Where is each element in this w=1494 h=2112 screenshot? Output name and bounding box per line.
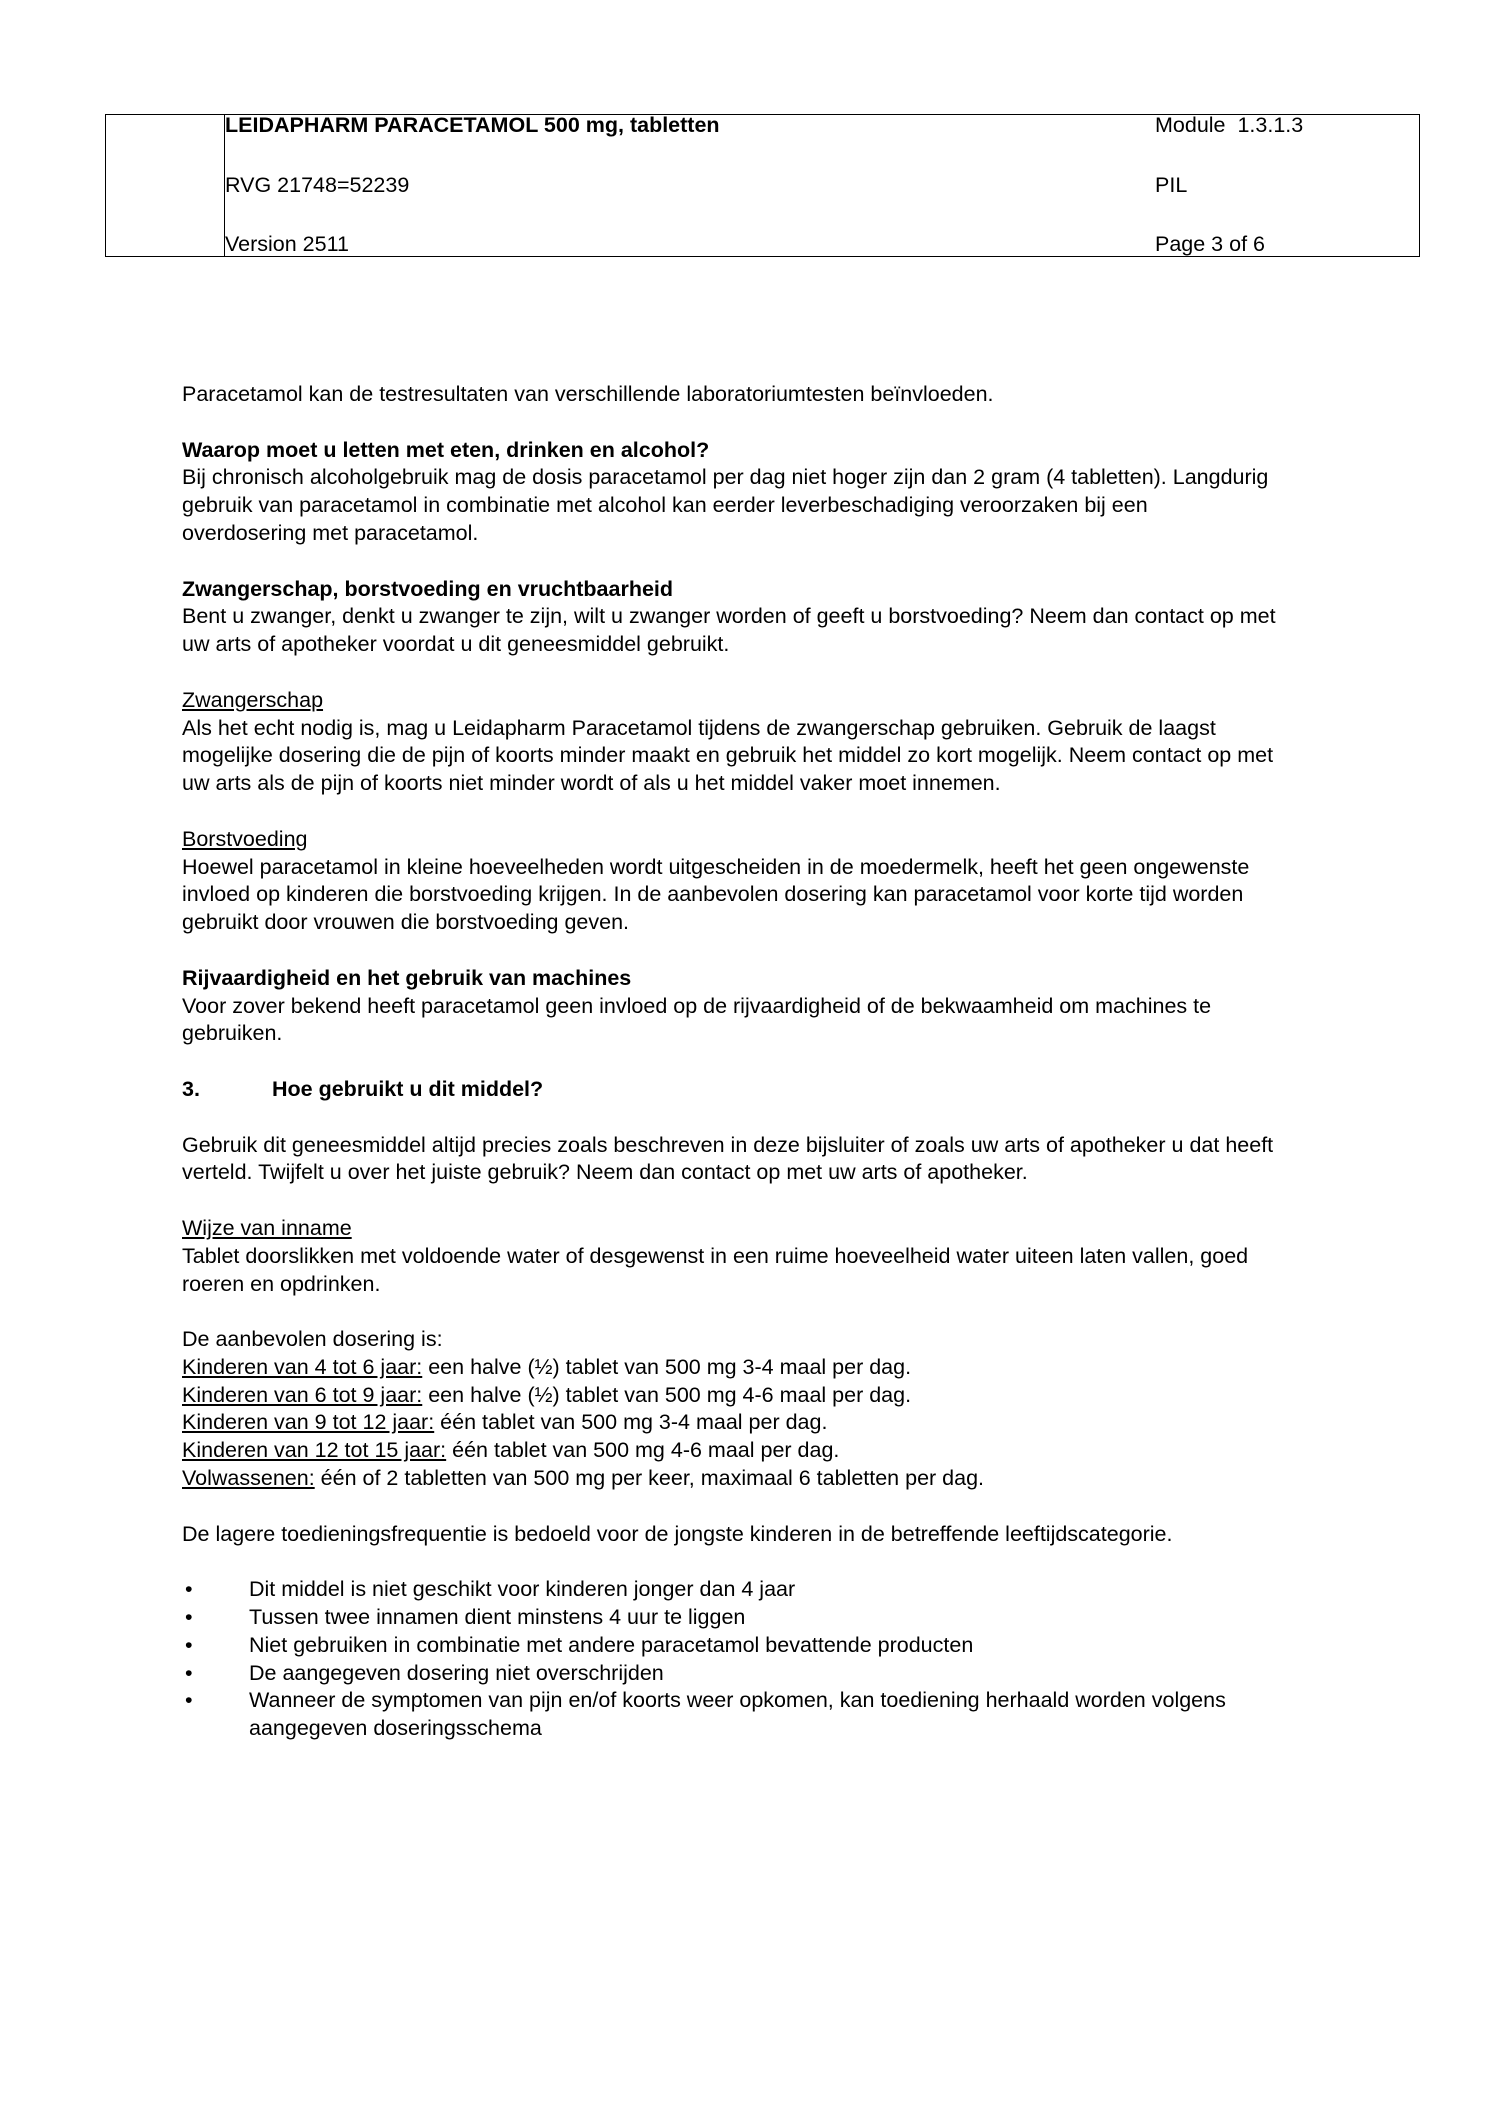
dose-line-children-12-15: [182, 1437, 1276, 1465]
header-row-product: [225, 115, 1419, 137]
heading-food-alcohol: Waarop moet u letten met eten, drinken en alcohol?: [182, 437, 710, 462]
spacer: [182, 409, 1276, 437]
document-header-table: [105, 114, 1420, 257]
dose-value: één of 2 tabletten van 500 mg per keer, maximaal 6 tabletten per dag.: [314, 1466, 985, 1491]
dose-label: Kinderen van 9 tot 12 jaar:: [182, 1410, 435, 1435]
list-item-label: Niet gebruiken in combinatie met andere paracetamol bevattende producten: [249, 1632, 974, 1657]
spacer: [182, 1493, 1276, 1521]
section-3-heading: [182, 1076, 1276, 1104]
document-type: PIL: [1155, 172, 1188, 197]
usage-bullet-list: [182, 1576, 1276, 1743]
bullet-marker-icon: •: [185, 1688, 193, 1713]
dose-value: één tablet van 500 mg 4-6 maal per dag.: [446, 1438, 840, 1463]
bullet-marker-icon: •: [185, 1605, 193, 1630]
dose-label: Kinderen van 4 tot 6 jaar:: [182, 1354, 423, 1379]
list-item: [182, 1632, 1276, 1660]
bullet-marker-icon: •: [185, 1632, 193, 1657]
intro-paragraph: Paracetamol kan de testresultaten van verschillende laboratoriumtesten beïnvloeden.: [182, 382, 994, 406]
bullet-marker-icon: •: [185, 1660, 193, 1685]
heading-pregnancy-breastfeeding: Zwangerschap, borstvoeding en vruchtbaarheid: [182, 576, 674, 601]
module-number: Module 1.3.1.3: [1155, 113, 1304, 137]
header-blank-cell: [106, 115, 225, 257]
paragraph-food-alcohol: Bij chronisch alcoholgebruik mag de dosis paracetamol per dag niet hoger zijn dan 2 gram (4 tabletten). Langdurig gebruik van paracetamol in combinatie met alcohol kan eerder leverbeschadiging veroorzaken bij een overdosering met paracetamol.: [182, 465, 1269, 545]
spacer: [182, 1104, 1276, 1132]
paragraph-driving-machines: Voor zover bekend heeft paracetamol geen invloed op de rijvaardigheid of de bekwaamheid om machines te gebruiken.: [182, 993, 1212, 1046]
paragraph-intake-method: Tablet doorslikken met voldoende water of desgewenst in een ruime hoeveelheid water uiteen laten vallen, goed roeren en opdrinken.: [182, 1243, 1249, 1296]
section-3-title: Hoe gebruikt u dit middel?: [272, 1076, 544, 1101]
version-label: Version 2511: [225, 232, 349, 256]
paragraph-pregnancy: Als het echt nodig is, mag u Leidapharm Paracetamol tijdens de zwangerschap gebruiken. Gebruik de laagst mogelijke dosering die de pijn of koorts minder maakt en gebruik het middel zo kort mogelijk. Neem contact op met uw arts als de pijn of koorts niet minder wordt of als u het middel vaker moet innemen.: [182, 715, 1274, 796]
product-title: LEIDAPHARM PARACETAMOL 500 mg, tabletten: [225, 113, 720, 137]
section-3-number: 3.: [182, 1076, 200, 1101]
spacer: [182, 1298, 1276, 1326]
subheading-breastfeeding: Borstvoeding: [182, 826, 308, 851]
paragraph-breastfeeding: Hoewel paracetamol in kleine hoeveelheden wordt uitgescheiden in de moedermelk, heeft het geen ongewenste invloed op kinderen die borstvoeding krijgen. In de aanbevolen dosering kan paracetamol voor korte tijd worden gebruikt door vrouwen die borstvoeding geven.: [182, 854, 1250, 935]
paragraph-pregnancy-breastfeeding: Bent u zwanger, denkt u zwanger te zijn, wilt u zwanger worden of geeft u borstvoeding? Neem dan contact op met uw arts of apotheker voordat u dit geneesmiddel gebruikt.: [182, 604, 1276, 657]
bullet-marker-icon: •: [185, 1577, 193, 1602]
header-row-rvg: [225, 172, 1419, 197]
list-item: [182, 1687, 1276, 1743]
paragraph-section3-intro: Gebruik dit geneesmiddel altijd precies zoals beschreven in deze bijsluiter of zoals uw arts of apotheker u dat heeft verteld. Twijfelt u over het juiste gebruik? Neem dan contact op met uw arts of apotheker.: [182, 1132, 1274, 1185]
header-table-row: [106, 115, 1420, 257]
rvg-number: RVG 21748=52239: [225, 172, 410, 197]
list-item-label: Tussen twee innamen dient minstens 4 uur te liggen: [249, 1605, 746, 1630]
dose-line-children-9-12: [182, 1409, 1276, 1437]
list-item: [182, 1576, 1276, 1604]
spacer: [182, 1048, 1276, 1076]
spacer: [182, 1548, 1276, 1576]
dose-label: Kinderen van 6 tot 9 jaar:: [182, 1382, 423, 1407]
dosing-intro: De aanbevolen dosering is:: [182, 1327, 443, 1352]
page-number: Page 3 of 6: [1155, 232, 1265, 256]
spacer: [182, 548, 1276, 576]
subheading-intake-method: Wijze van inname: [182, 1215, 352, 1240]
document-body: [182, 381, 1276, 1743]
dose-value: een halve (½) tablet van 500 mg 4-6 maal per dag.: [422, 1382, 912, 1407]
dose-line-adults: [182, 1465, 1276, 1493]
spacer: [182, 937, 1276, 965]
list-item-label: Dit middel is niet geschikt voor kinderen jonger dan 4 jaar: [249, 1577, 796, 1602]
dose-value: een halve (½) tablet van 500 mg 3-4 maal per dag.: [422, 1354, 912, 1379]
heading-driving-machines: Rijvaardigheid en het gebruik van machines: [182, 965, 632, 990]
spacer: [182, 659, 1276, 687]
dose-line-children-4-6: [182, 1354, 1276, 1382]
spacer: [182, 1187, 1276, 1215]
dose-label: Volwassenen:: [182, 1466, 315, 1491]
list-item: [182, 1604, 1276, 1632]
header-row-version: [225, 234, 1419, 256]
dosing-note: De lagere toedieningsfrequentie is bedoeld voor de jongste kinderen in de betreffende leeftijdscategorie.: [182, 1521, 1173, 1546]
dose-label: Kinderen van 12 tot 15 jaar:: [182, 1438, 447, 1463]
dose-value: één tablet van 500 mg 3-4 maal per dag.: [434, 1410, 828, 1435]
list-item-label: De aangegeven dosering niet overschrijden: [249, 1660, 664, 1685]
list-item-label: Wanneer de symptomen van pijn en/of koorts weer opkomen, kan toediening herhaald worden volgens aangegeven doseringsschema: [249, 1688, 1226, 1741]
list-item: [182, 1660, 1276, 1688]
spacer: [182, 798, 1276, 826]
dose-line-children-6-9: [182, 1382, 1276, 1410]
header-content-cell: [225, 115, 1420, 257]
subheading-pregnancy: Zwangerschap: [182, 687, 324, 712]
